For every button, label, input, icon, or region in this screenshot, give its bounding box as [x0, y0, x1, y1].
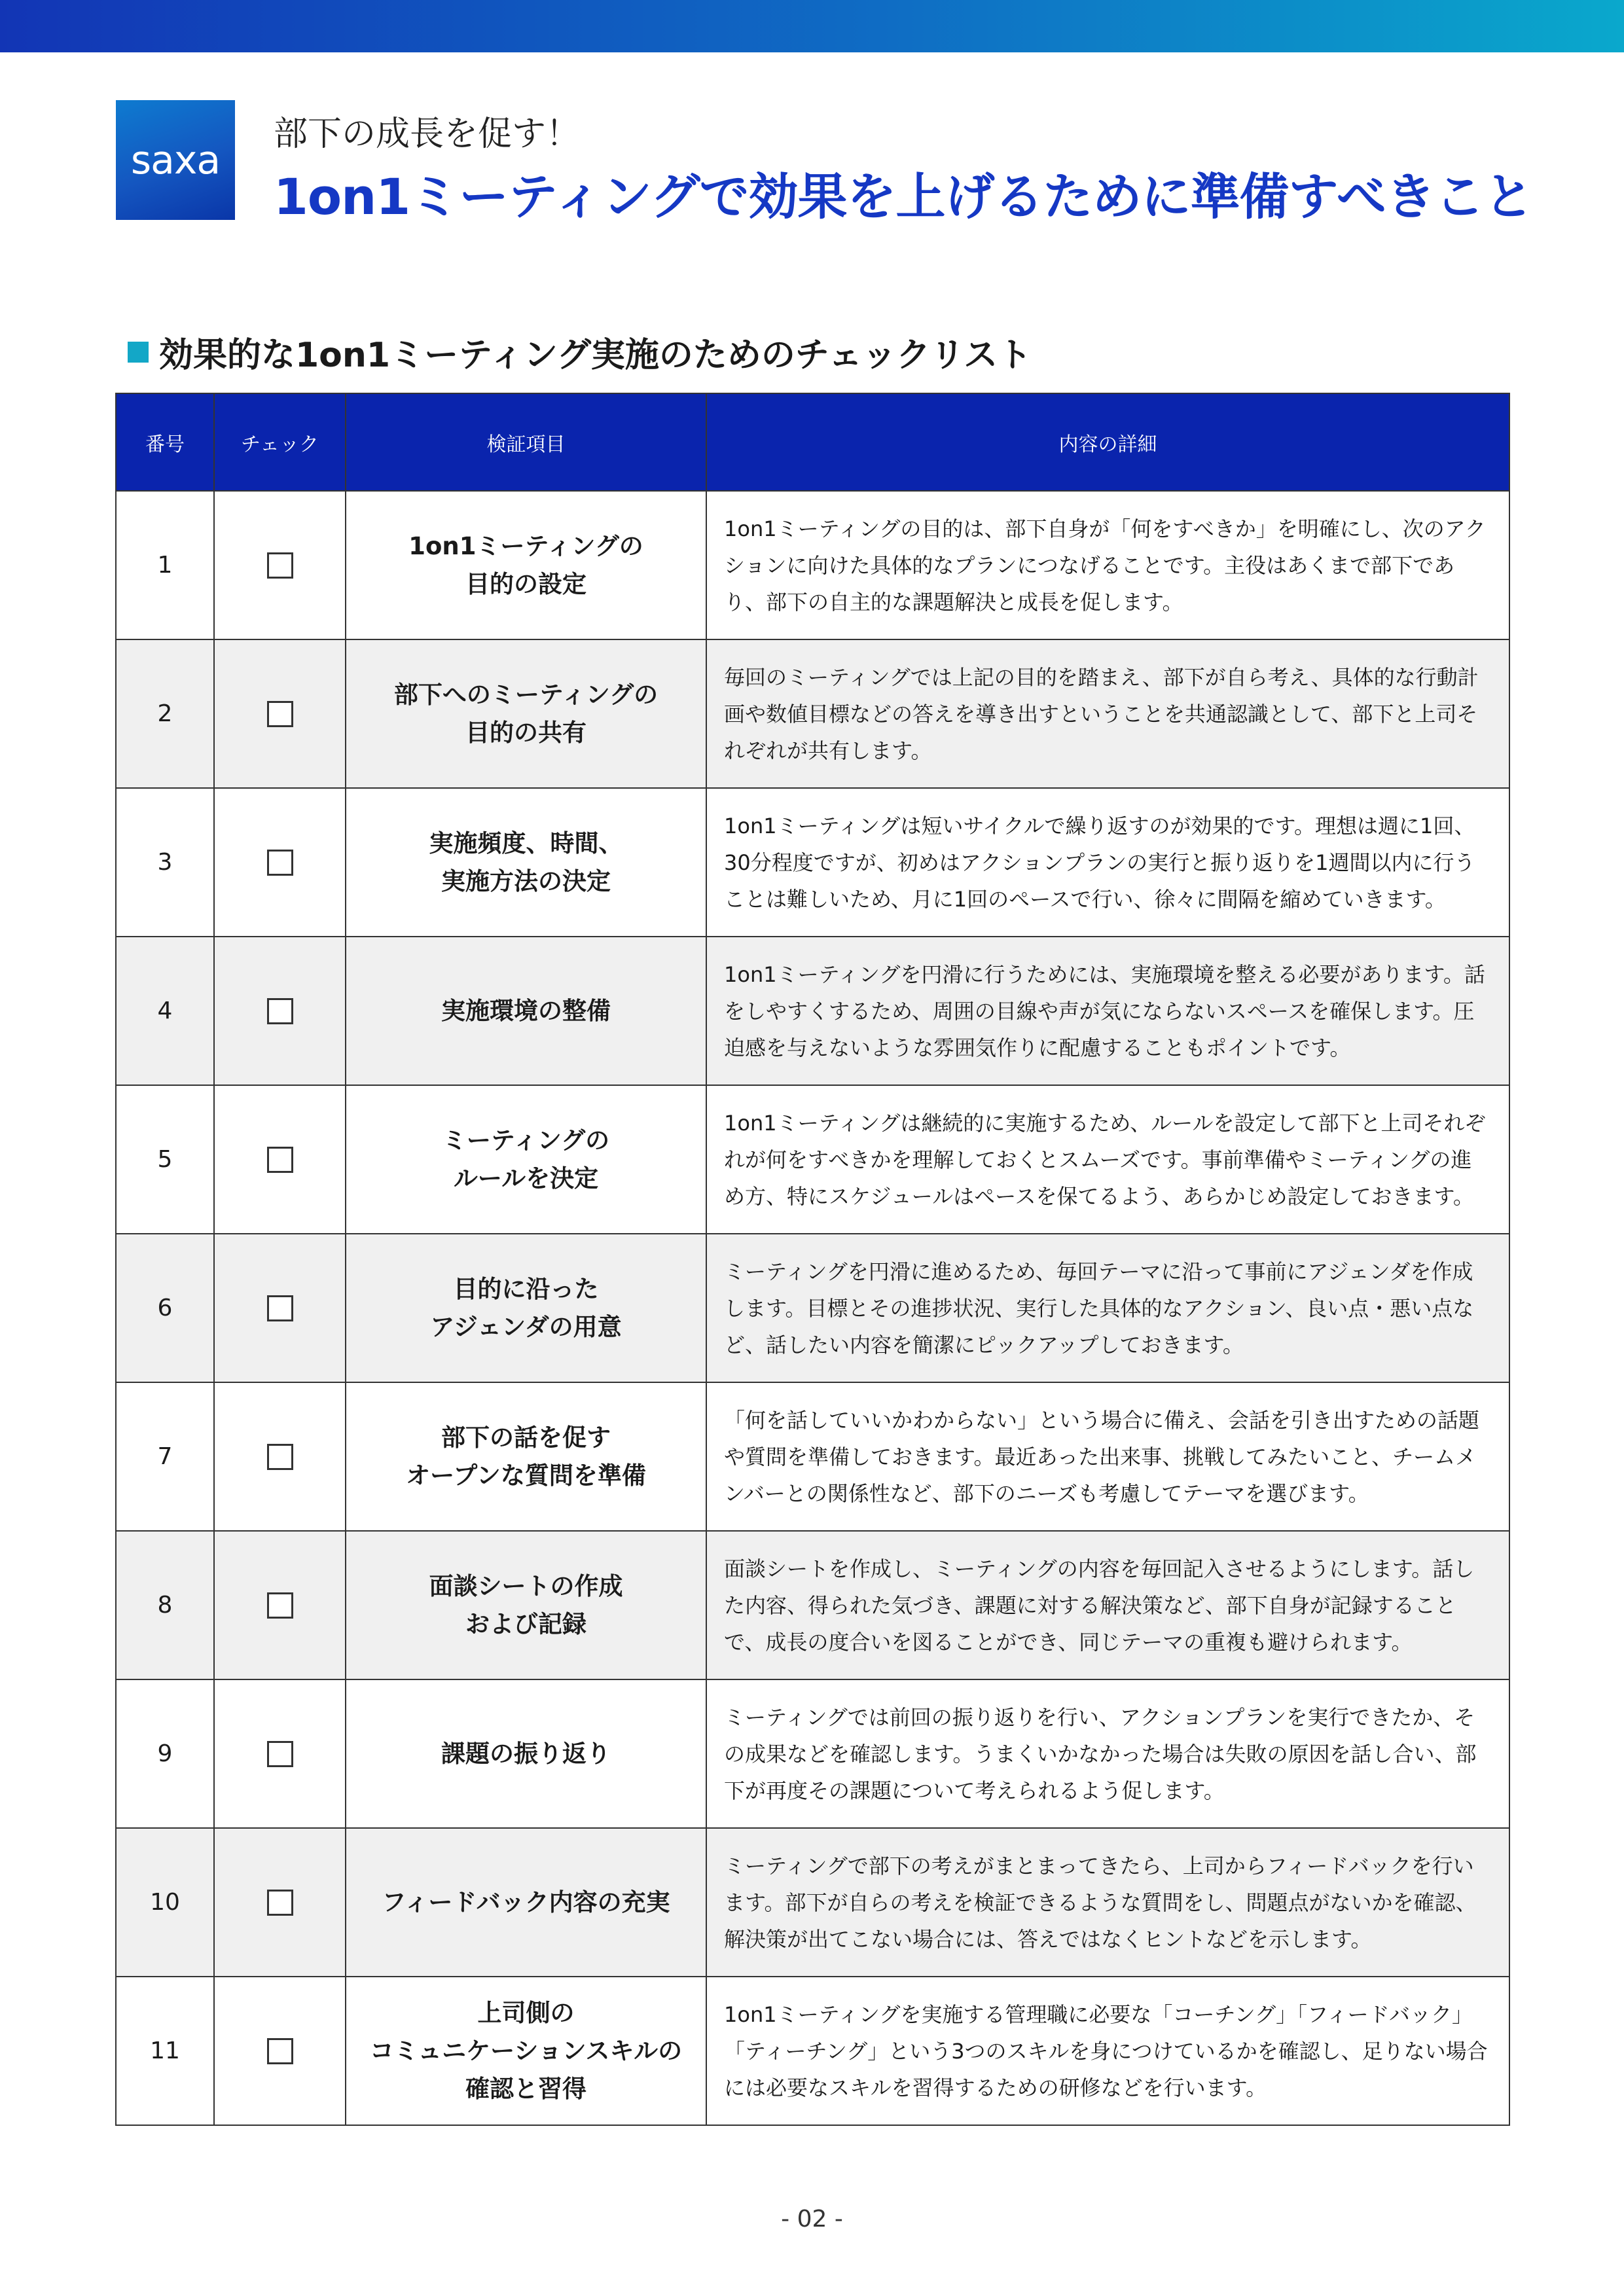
table-row	[116, 937, 1509, 1085]
verification-item: 上司側の コミュニケーションスキルの 確認と習得	[346, 1977, 706, 2125]
table-row	[116, 1234, 1509, 1382]
row-number: 2	[116, 639, 214, 788]
item-detail: 1on1ミーティングの目的は、部下自身が「何をすべきか」を明確にし、次のアクションに向けた具体的なプランにつなげることです。主役はあくまで部下であり、部下の自主的な課題解決と成長を促します。	[706, 491, 1509, 639]
item-detail: 1on1ミーティングは継続的に実施するため、ルールを設定して部下と上司それぞれが何をすべきかを理解しておくとスムーズです。事前準備やミーティングの進め方、特にスケジュールはペースを保てるよう、あらかじめ設定しておきます。	[706, 1085, 1509, 1234]
verification-item: ミーティングの ルールを決定	[346, 1085, 706, 1234]
table-row	[116, 788, 1509, 937]
verification-item: 面談シートの作成 および記録	[346, 1531, 706, 1679]
table-header-row	[116, 393, 1509, 491]
checkbox[interactable]	[267, 998, 293, 1024]
saxa-logo	[116, 100, 235, 220]
item-detail: 1on1ミーティングを円滑に行うためには、実施環境を整える必要があります。話をしやすくするため、周囲の目線や声が気にならないスペースを確保します。圧迫感を与えないような雰囲気作りに配慮することもポイントです。	[706, 937, 1509, 1085]
row-number: 6	[116, 1234, 214, 1382]
checkbox[interactable]	[267, 701, 293, 727]
item-detail: 1on1ミーティングを実施する管理職に必要な「コーチング」「フィードバック」「ティーチング」という3つのスキルを身につけているかを確認し、足りない場合には必要なスキルを習得するための研修などを行います。	[706, 1977, 1509, 2125]
column-header-item: 検証項目	[346, 393, 706, 491]
checkbox[interactable]	[267, 1741, 293, 1767]
checkbox[interactable]	[267, 2038, 293, 2064]
check-cell	[214, 1085, 346, 1234]
item-detail: ミーティングでは前回の振り返りを行い、アクションプランを実行できたか、その成果などを確認します。うまくいかなかった場合は失敗の原因を話し合い、部下が再度その課題について考えられるよう促します。	[706, 1679, 1509, 1828]
table-row	[116, 1679, 1509, 1828]
square-bullet-icon	[128, 342, 149, 363]
check-cell	[214, 1679, 346, 1828]
check-cell	[214, 1977, 346, 2125]
table-row	[116, 639, 1509, 788]
row-number: 7	[116, 1382, 214, 1531]
item-detail: ミーティングを円滑に進めるため、毎回テーマに沿って事前にアジェンダを作成します。目標とその進捗状況、実行した具体的なアクション、良い点・悪い点など、話したい内容を簡潔にピックアップしておきます。	[706, 1234, 1509, 1382]
page-subtitle: 部下の成長を促す！	[274, 115, 581, 154]
row-number: 11	[116, 1977, 214, 2125]
check-cell	[214, 937, 346, 1085]
verification-item: 部下の話を促す オープンな質問を準備	[346, 1382, 706, 1531]
check-cell	[214, 1828, 346, 1977]
checkbox[interactable]	[267, 1444, 293, 1470]
page-number: - 02 -	[781, 2206, 843, 2233]
checkbox[interactable]	[267, 850, 293, 876]
check-cell	[214, 1234, 346, 1382]
row-number: 4	[116, 937, 214, 1085]
check-cell	[214, 491, 346, 639]
table-row	[116, 1531, 1509, 1679]
check-cell	[214, 1382, 346, 1531]
item-detail: 「何を話していいかわからない」という場合に備え、会話を引き出すための話題や質問を準備しておきます。最近あった出来事、挑戦してみたいこと、チームメンバーとの関係性など、部下のニーズも考慮してテーマを選びます。	[706, 1382, 1509, 1531]
checklist-table	[115, 393, 1510, 2126]
column-header-detail: 内容の詳細	[706, 393, 1509, 491]
checkbox[interactable]	[267, 1592, 293, 1619]
verification-item: 1on1ミーティングの 目的の設定	[346, 491, 706, 639]
checkbox[interactable]	[267, 552, 293, 579]
section-title: 効果的な1on1ミーティング実施のためのチェックリスト	[159, 336, 1032, 375]
checkbox[interactable]	[267, 1890, 293, 1916]
check-cell	[214, 1531, 346, 1679]
column-header-check: チェック	[214, 393, 346, 491]
table-row	[116, 1382, 1509, 1531]
verification-item: 実施環境の整備	[346, 937, 706, 1085]
row-number: 3	[116, 788, 214, 937]
column-header-number: 番号	[116, 393, 214, 491]
table-row	[116, 1085, 1509, 1234]
verification-item: 部下へのミーティングの 目的の共有	[346, 639, 706, 788]
table-row	[116, 1977, 1509, 2125]
row-number: 5	[116, 1085, 214, 1234]
row-number: 1	[116, 491, 214, 639]
row-number: 9	[116, 1679, 214, 1828]
table-row	[116, 491, 1509, 639]
verification-item: フィードバック内容の充実	[346, 1828, 706, 1977]
logo-text: saxa	[130, 137, 221, 183]
row-number: 8	[116, 1531, 214, 1679]
table-row	[116, 1828, 1509, 1977]
item-detail: 毎回のミーティングでは上記の目的を踏まえ、部下が自ら考え、具体的な行動計画や数値目標などの答えを導き出すということを共通認識として、部下と上司それぞれが共有します。	[706, 639, 1509, 788]
item-detail: 1on1ミーティングは短いサイクルで繰り返すのが効果的です。理想は週に1回、30分程度ですが、初めはアクションプランの実行と振り返りを1週間以内に行うことは難しいため、月に1回のペースで行い、徐々に間隔を縮めていきます。	[706, 788, 1509, 937]
verification-item: 目的に沿った アジェンダの用意	[346, 1234, 706, 1382]
item-detail: 面談シートを作成し、ミーティングの内容を毎回記入させるようにします。話した内容、得られた気づき、課題に対する解決策など、部下自身が記録することで、成長の度合いを図ることができ、同じテーマの重複も避けられます。	[706, 1531, 1509, 1679]
row-number: 10	[116, 1828, 214, 1977]
checkbox[interactable]	[267, 1295, 293, 1321]
check-cell	[214, 639, 346, 788]
item-detail: ミーティングで部下の考えがまとまってきたら、上司からフィードバックを行います。部下が自らの考えを検証できるような質問をし、問題点がないかを確認、解決策が出てこない場合には、答えではなくヒントなどを示します。	[706, 1828, 1509, 1977]
check-cell	[214, 788, 346, 937]
section-heading	[128, 327, 1032, 376]
verification-item: 課題の振り返り	[346, 1679, 706, 1828]
top-gradient-bar	[0, 0, 1624, 52]
page-title: 1on1ミーティングで効果を上げるために準備すべきこと	[274, 168, 1533, 226]
checkbox[interactable]	[267, 1147, 293, 1173]
verification-item: 実施頻度、時間、 実施方法の決定	[346, 788, 706, 937]
